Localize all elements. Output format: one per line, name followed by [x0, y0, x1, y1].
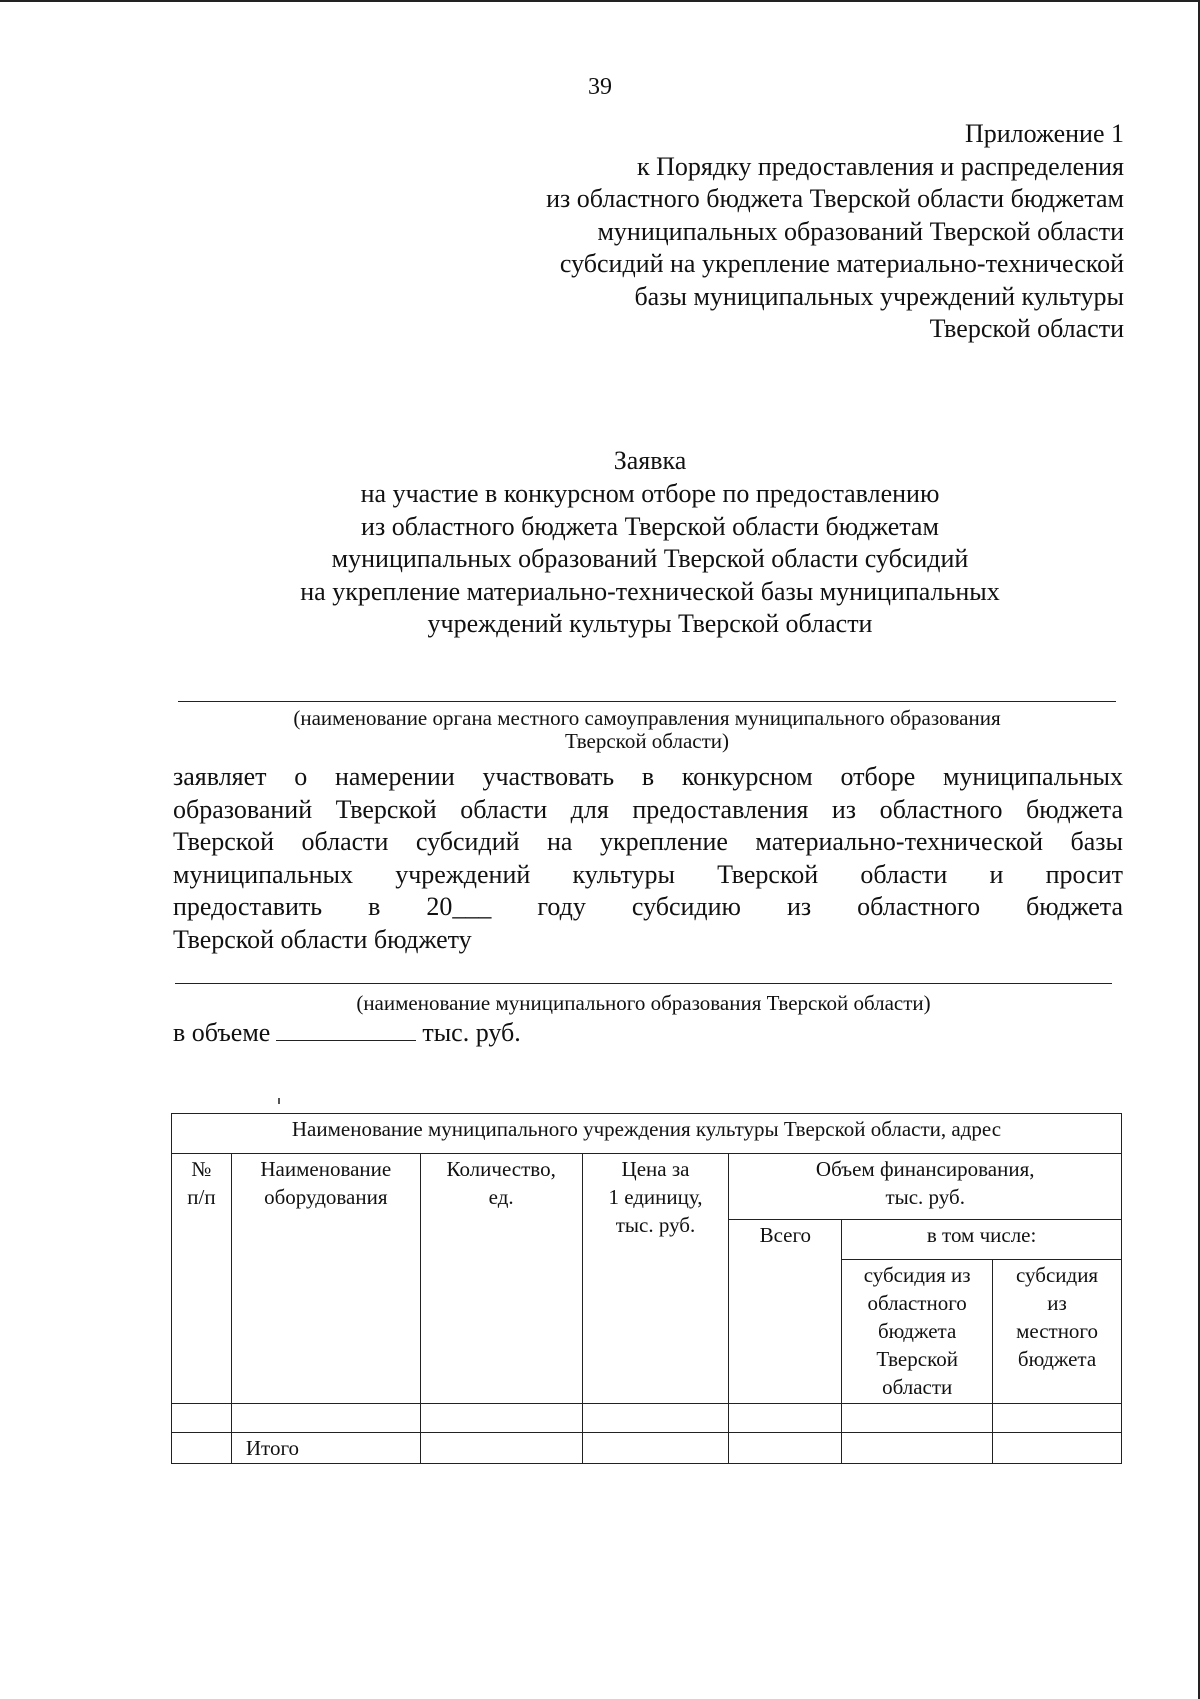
table-total-label: Итого [231, 1433, 420, 1464]
subtitle-line: из областного бюджета Тверской области бюджетам [361, 511, 939, 541]
subtitle-line: на участие в конкурсном отборе по предоставлению [360, 479, 940, 508]
appendix-header [546, 118, 1124, 346]
subtitle-line: учреждений культуры Тверской области [427, 609, 873, 638]
table-header-regional-subsidy: субсидия из областного бюджета Тверской области [842, 1260, 993, 1404]
table-cell [729, 1404, 842, 1433]
subtitle-line: муниципальных образований Тверской области субсидий [331, 544, 969, 573]
table-header-local-subsidy: субсидия из местного бюджета [993, 1260, 1122, 1404]
table-cell [582, 1433, 729, 1464]
body-line: образований Тверской области для предоставления из областного бюджета [173, 794, 1123, 824]
caption-authority [178, 707, 1116, 753]
scan-mark [278, 1098, 280, 1104]
caption-line: Тверской области) [564, 729, 730, 753]
table-cell [420, 1404, 582, 1433]
application-title: Заявка [613, 446, 687, 475]
caption-municipality: (наименование муниципального образования Тверской области) [356, 991, 931, 1015]
table-cell [993, 1433, 1122, 1464]
table-cell [172, 1433, 232, 1464]
appendix-line: субсидий на укрепление материально-технической [559, 249, 1124, 278]
table-total-row [172, 1433, 1122, 1464]
table-cell [420, 1433, 582, 1464]
blank-line-municipality [175, 983, 1112, 984]
table-header-institution: Наименование муниципального учреждения культуры Тверской области, адрес [172, 1114, 1122, 1154]
volume-suffix: тыс. руб. [422, 1018, 521, 1047]
caption-line: (наименование органа местного самоуправления муниципального образования [293, 706, 1001, 730]
table-header-quantity: Количество, ед. [420, 1154, 582, 1404]
table-cell [231, 1404, 420, 1433]
application-subtitle [0, 478, 1200, 641]
table-header-equipment: Наименование оборудования [231, 1154, 420, 1404]
appendix-line: базы муниципальных учреждений культуры [634, 281, 1124, 311]
table-header-total: Всего [729, 1220, 842, 1404]
table-cell [582, 1404, 729, 1433]
volume-blank [276, 1018, 416, 1041]
appendix-line: Тверской области [929, 314, 1124, 343]
body-line: муниципальных учреждений культуры Тверской области и просит [173, 859, 1123, 889]
body-line: заявляет о намерении участвовать в конкурсном отборе муниципальных [173, 762, 1123, 791]
table-cell [993, 1404, 1122, 1433]
table-header-number: № п/п [172, 1154, 232, 1404]
appendix-line: из областного бюджета Тверской области бюджетам [546, 184, 1124, 213]
table-cell [172, 1404, 232, 1433]
table-header-price: Цена за 1 единицу, тыс. руб. [582, 1154, 729, 1404]
volume-prefix: в объеме [173, 1018, 271, 1047]
equipment-table [171, 1113, 1122, 1464]
appendix-line: Приложение 1 [964, 119, 1124, 148]
appendix-line: к Порядку предоставления и распределения [636, 151, 1124, 181]
volume-line [173, 1018, 521, 1048]
appendix-line: муниципальных образований Тверской области [597, 216, 1124, 246]
table-cell [729, 1433, 842, 1464]
body-line: Тверской области субсидий на укрепление материально-технической базы [173, 827, 1123, 856]
table-header-including: в том числе: [842, 1220, 1122, 1260]
body-line: предоставить в 20___ году субсидию из областного бюджета [173, 892, 1123, 921]
table-row [172, 1404, 1122, 1433]
table-header-financing: Объем финансирования, тыс. руб. [729, 1154, 1122, 1220]
subtitle-line: на укрепление материально-технической базы муниципальных [300, 576, 1000, 606]
table-cell [842, 1404, 993, 1433]
application-body [173, 761, 1123, 956]
body-line: Тверской области бюджету [173, 924, 472, 954]
page-number: 39 [588, 74, 612, 100]
table-cell [842, 1433, 993, 1464]
scan-border-top [0, 0, 1200, 2]
blank-line-authority [178, 701, 1116, 702]
